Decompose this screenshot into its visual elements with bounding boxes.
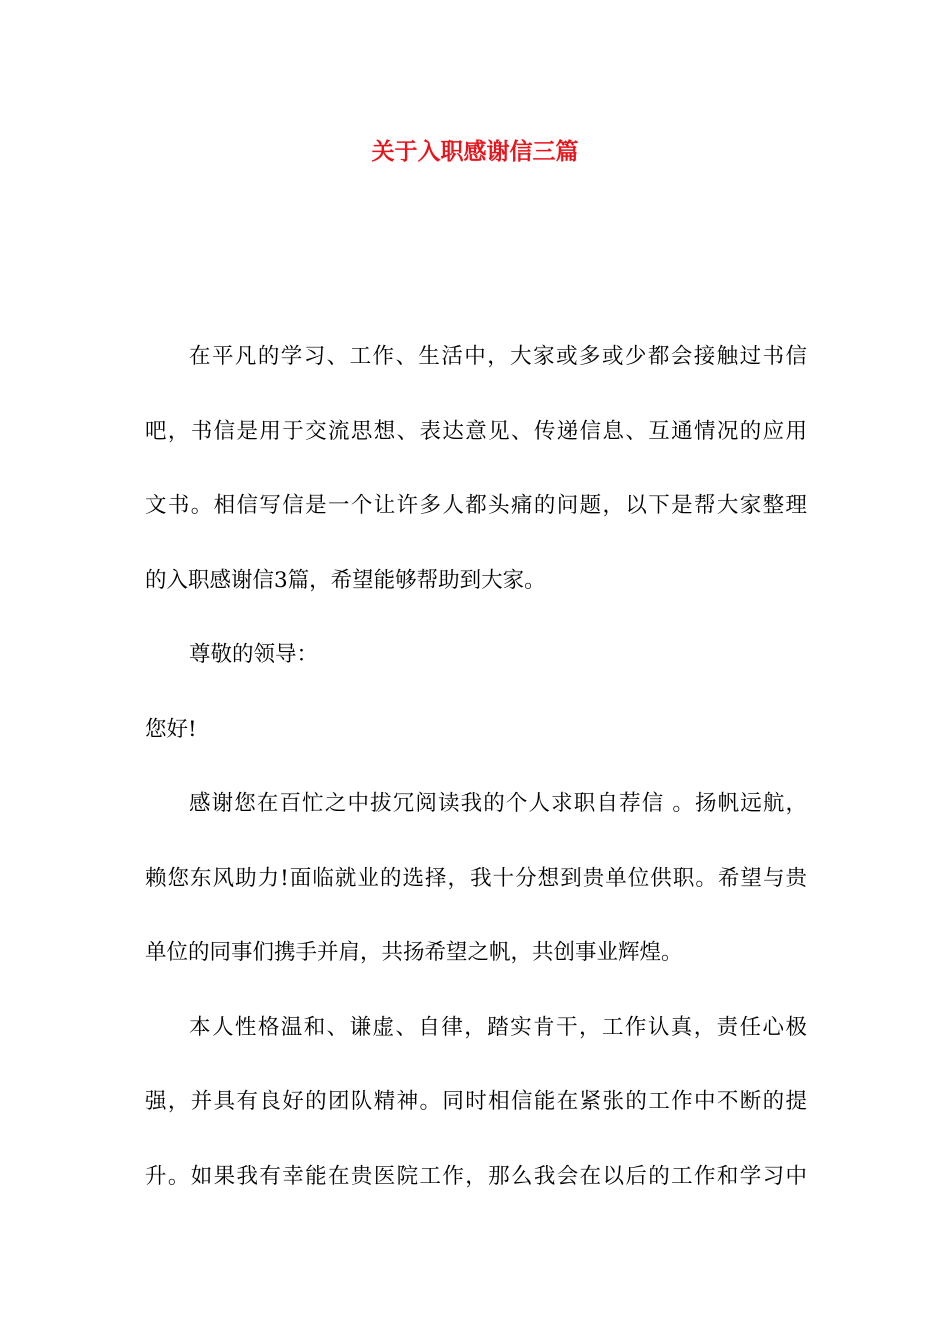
text-line: 本人性格温和、谦虚、自律，踏实肯干，工作认真，责任心极 <box>189 1014 807 1040</box>
text-line: 单位的同事们携手并肩，共扬希望之帆，共创事业辉煌。 <box>145 940 683 965</box>
document-body <box>145 320 807 1214</box>
text-line: 在平凡的学习、工作、生活中，大家或多或少都会接触过书信 <box>189 344 807 369</box>
text-line: 升。如果我有幸能在贵医院工作，那么我会在以后的工作和学习中 <box>145 1163 807 1189</box>
text-line: 吧，书信是用于交流思想、表达意见、传递信息、互通情况的应用 <box>145 418 807 444</box>
text-line: 的入职感谢信3篇，希望能够帮助到大家。 <box>145 567 546 593</box>
text-line: 您好! <box>145 716 197 742</box>
text-line: 感谢您在百忙之中拔冗阅读我的个人求职自荐信 。扬帆远航， <box>189 791 807 816</box>
text-line: 强，并具有良好的团队精神。同时相信能在紧张的工作中不断的提 <box>145 1089 807 1114</box>
text-line: 文书。相信写信是一个让许多人都头痛的问题，以下是帮大家整理 <box>145 493 807 518</box>
text-line: 赖您东风助力!面临就业的选择，我十分想到贵单位供职。希望与贵 <box>145 865 807 891</box>
document-title: 关于入职感谢信三篇 <box>371 139 579 165</box>
text-line: 尊敬的领导： <box>189 642 319 667</box>
